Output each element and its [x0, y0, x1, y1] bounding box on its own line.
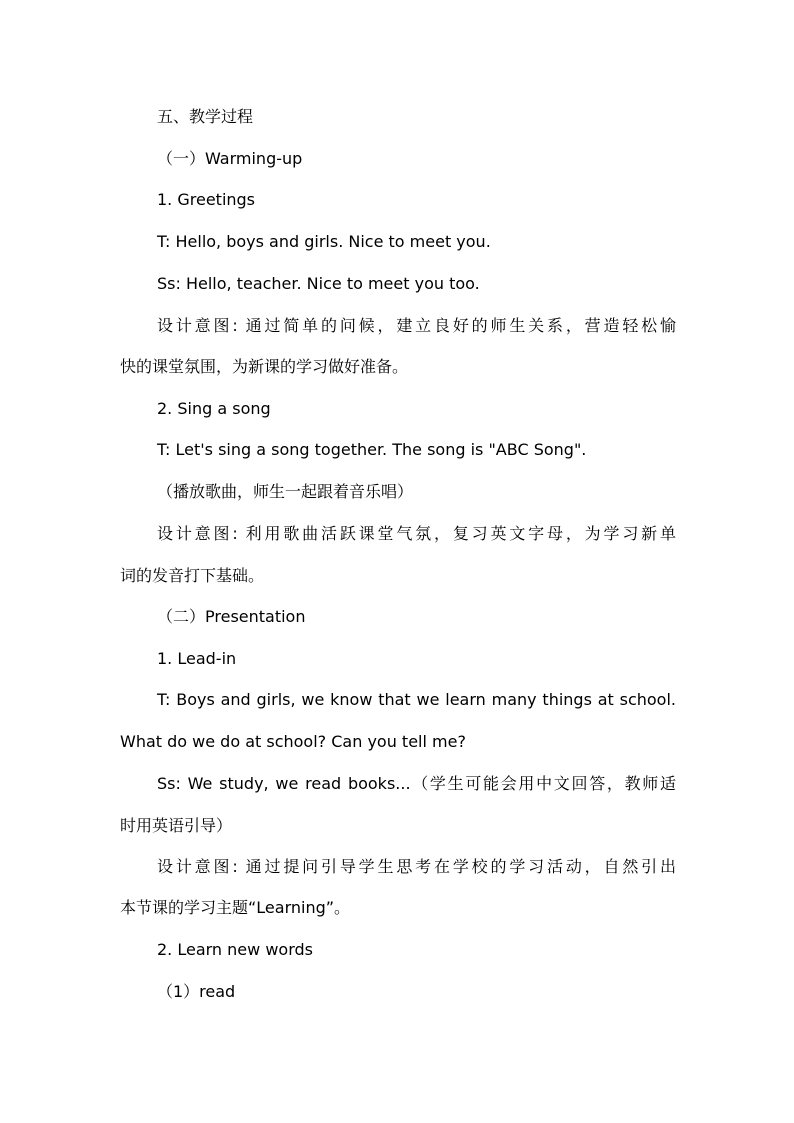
design-intent-line: 词的发音打下基础。 — [120, 566, 265, 585]
step-heading-learn-new-words: 2. Learn new words — [157, 940, 313, 959]
dialogue-line: T: Boys and girls, we know that we learn many things at school. — [157, 690, 676, 709]
dialogue-line: Ss: Hello, teacher. Nice to meet you too. — [157, 274, 480, 293]
stage-direction-line: （播放歌曲，师生一起跟着音乐唱） — [157, 482, 414, 501]
dialogue-line: Ss: We study, we read books...（学生可能会用中文回答，教师适 — [157, 774, 676, 793]
word-item-read: （1）read — [157, 982, 236, 1001]
design-intent-line: 设计意图: 通过简单的问候，建立良好的师生关系，营造轻松愉 — [157, 316, 676, 335]
subsection-heading-warming-up: （一）Warming-up — [157, 149, 303, 168]
design-intent-line: 设计意图: 利用歌曲活跃课堂气氛，复习英文字母，为学习新单 — [157, 524, 676, 543]
dialogue-line: T: Let's sing a song together. The song is "ABC Song". — [157, 440, 587, 459]
step-heading-sing-a-song: 2. Sing a song — [157, 399, 271, 418]
step-heading-lead-in: 1. Lead-in — [157, 649, 237, 668]
subsection-heading-presentation: （二）Presentation — [157, 607, 306, 626]
step-heading-greetings: 1. Greetings — [157, 190, 256, 209]
design-intent-line: 本节课的学习主题“Learning”。 — [120, 898, 351, 917]
design-intent-line: 设计意图: 通过提问引导学生思考在学校的学习活动，自然引出 — [157, 857, 676, 876]
dialogue-line: 时用英语引导） — [120, 816, 233, 835]
section-heading-teaching-process: 五、教学过程 — [157, 107, 254, 126]
dialogue-line: T: Hello, boys and girls. Nice to meet you. — [157, 232, 491, 251]
design-intent-line: 快的课堂氛围，为新课的学习做好准备。 — [120, 357, 409, 376]
dialogue-line: What do we do at school? Can you tell me? — [120, 732, 466, 751]
